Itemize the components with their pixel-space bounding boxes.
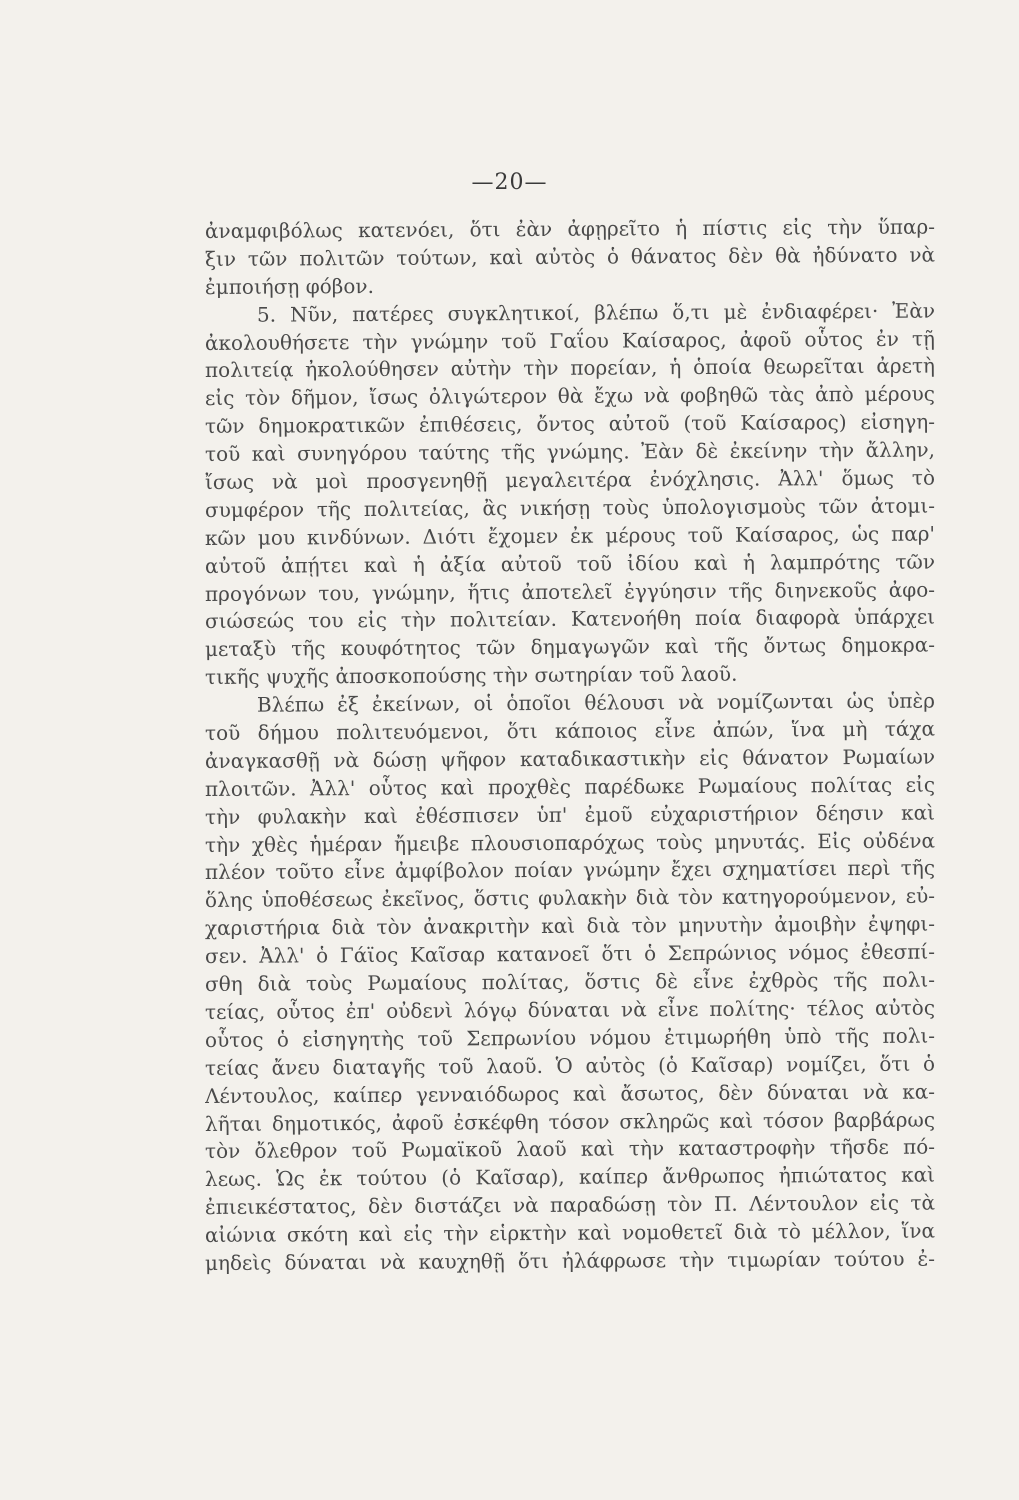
text-line: ξιν τῶν πολιτῶν τούτων, καὶ αὐτὸς ὁ θάνατος δὲν θὰ ἠδύνατο νὰ	[204, 242, 936, 271]
text-line: τῶν δημοκρατικῶν ἐπιθέσεις, ὄντος αὐτοῦ (τοῦ Καίσαρος) εἰσηγη-	[204, 409, 936, 439]
text-line: Λέντουλος, καίπερ γενναιόδωρος καὶ ἄσωτος, δὲν δύναται νὰ κα-	[204, 1079, 936, 1108]
body-text	[204, 214, 936, 1278]
text-line: τοῦ δήμου πολιτευόμενοι, ὅτι κάποιος εἶνε ἀπών, ἵνα μὴ τάχα	[204, 716, 936, 746]
text-line: ὅλης ὑποθέσεως ἐκεῖνος, ὅστις φυλακὴν διὰ τὸν κατηγορούμενον, εὐ-	[204, 883, 936, 913]
text-line: σιώσεώς του εἰς τὴν πολιτείαν. Κατενοήθη ποία διαφορὰ ὑπάρχει	[204, 605, 936, 634]
text-line: πλέον τοῦτο εἶνε ἀμφίβολον ποίαν γνώμην ἔχει σχηματίσει περὶ τῆς	[204, 856, 936, 885]
text-line: αὐτοῦ ἀπῄτει καὶ ἡ ἀξία αὐτοῦ τοῦ ἰδίου καὶ ἡ λαμπρότης τῶν	[204, 549, 936, 578]
text-line: λῆται δημοτικός, ἀφοῦ ἐσκέφθη τόσον σκληρῶς καὶ τόσον βαρβάρως	[204, 1107, 936, 1136]
text-line: μεταξὺ τῆς κουφότητος τῶν δημαγωγῶν καὶ τῆς ὄντως δημοκρα-	[204, 632, 936, 662]
text-line: αἰώνια σκότη καὶ εἰς τὴν εἱρκτὴν καὶ νομοθετεῖ διὰ τὸ μέλλον, ἵνα	[204, 1218, 936, 1248]
text-line: ἀκολουθήσετε τὴν γνώμην τοῦ Γαΐου Καίσαρος, ἀφοῦ οὗτος ἐν τῇ	[204, 326, 936, 355]
text-line: σεν. Ἀλλ' ὁ Γάϊος Καῖσαρ κατανοεῖ ὅτι ὁ Σεπρώνιος νόμος ἐθεσπί-	[204, 939, 936, 969]
text-line: λεως. Ὡς ἐκ τούτου (ὁ Καῖσαρ), καίπερ ἄνθρωπος ἠπιώτατος καὶ	[204, 1162, 936, 1192]
text-line: τὸν ὄλεθρον τοῦ Ρωμαϊκοῦ λαοῦ καὶ τὴν καταστροφὴν τῆσδε πό-	[204, 1134, 936, 1164]
text-line: τοῦ καὶ συνηγόρου ταύτης τῆς γνώμης. Ἐὰν δὲ ἐκείνην τὴν ἄλλην,	[204, 437, 936, 467]
text-line: τείας, οὗτος ἐπ' οὐδενὶ λόγῳ δύναται νὰ εἶνε πολίτης· τέλος αὐτὸς	[204, 995, 936, 1024]
paragraph-start-line: 5. Νῦν, πατέρες συγκλητικοί, βλέπω ὅ,τι μὲ ἐνδιαφέρει· Ἐὰν	[256, 298, 936, 327]
text-line: τείας ἄνευ διαταγῆς τοῦ λαοῦ. Ὁ αὐτὸς (ὁ Καῖσαρ) νομίζει, ὅτι ὁ	[204, 1051, 936, 1080]
text-line: τὴν χθὲς ἡμέραν ἤμειβε πλουσιοπαρόχως τοὺς μηνυτάς. Εἰς οὐδένα	[204, 828, 936, 857]
text-line: οὗτος ὁ εἰσηγητὴς τοῦ Σεπρωνίου νόμου ἐτιμωρήθη ὑπὸ τῆς πολι-	[204, 1023, 936, 1052]
text-line: συμφέρον τῆς πολιτείας, ἂς νικήσῃ τοὺς ὑπολογισμοὺς τῶν ἀτομι-	[204, 493, 936, 522]
page-number: —20—	[471, 170, 548, 195]
text-line: ἐμποιήσῃ φόβον.	[204, 273, 374, 299]
text-line: εἰς τὸν δῆμον, ἴσως ὀλιγώτερον θὰ ἔχω νὰ φοβηθῶ τὰς ἀπὸ μέρους	[204, 381, 936, 411]
text-line: προγόνων του, γνώμην, ἥτις ἀποτελεῖ ἐγγύησιν τῆς διηνεκοῦς ἀφο-	[204, 577, 936, 606]
text-line: ἀναγκασθῇ νὰ δώσῃ ψῆφον καταδικαστικὴν εἰς θάνατον Ρωμαίων	[204, 744, 936, 773]
text-line: ἴσως νὰ μοὶ προσγενηθῇ μεγαλειτέρα ἐνόχλησις. Ἀλλ' ὅμως τὸ	[204, 465, 936, 495]
text-line: πολιτείᾳ ἠκολούθησεν αὐτὴν τὴν πορείαν, ἡ ὁποία θεωρεῖται ἀρετὴ	[204, 353, 936, 383]
text-line: σθη διὰ τοὺς Ρωμαίους πολίτας, ὅστις δὲ εἶνε ἐχθρὸς τῆς πολι-	[204, 967, 936, 997]
text-line: ἀναμφιβόλως κατενόει, ὅτι ἐὰν ἀφῃρεῖτο ἡ πίστις εἰς τὴν ὕπαρ-	[204, 214, 936, 243]
text-line: τὴν φυλακὴν καὶ ἐθέσπισεν ὑπ' ἐμοῦ εὐχαριστήριον δέησιν καὶ	[204, 800, 936, 829]
text-line: μηδεὶς δύναται νὰ καυχηθῇ ὅτι ἠλάφρωσε τὴν τιμωρίαν τούτου ἐ-	[204, 1246, 936, 1275]
text-line: κῶν μου κινδύνων. Διότι ἔχομεν ἐκ μέρους τοῦ Καίσαρος, ὡς παρ'	[204, 521, 936, 550]
text-line: τικῆς ψυχῆς ἀποσκοπούσης τὴν σωτηρίαν τοῦ λαοῦ.	[204, 661, 738, 690]
paragraph-start-line: Βλέπω ἐξ ἐκείνων, οἱ ὁποῖοι θέλουσι νὰ νομίζωνται ὡς ὑπὲρ	[256, 688, 936, 717]
text-line: ἐπιεικέστατος, δὲν διστάζει νὰ παραδώσῃ τὸν Π. Λέντουλον εἰς τὰ	[204, 1190, 936, 1220]
text-line: πλοιτῶν. Ἀλλ' οὗτος καὶ προχθὲς παρέδωκε Ρωμαίους πολίτας εἰς	[204, 772, 936, 801]
text-line: χαριστήρια διὰ τὸν ἀνακριτὴν καὶ διὰ τὸν μηνυτὴν ἀμοιβὴν ἐψηφι-	[204, 911, 936, 941]
